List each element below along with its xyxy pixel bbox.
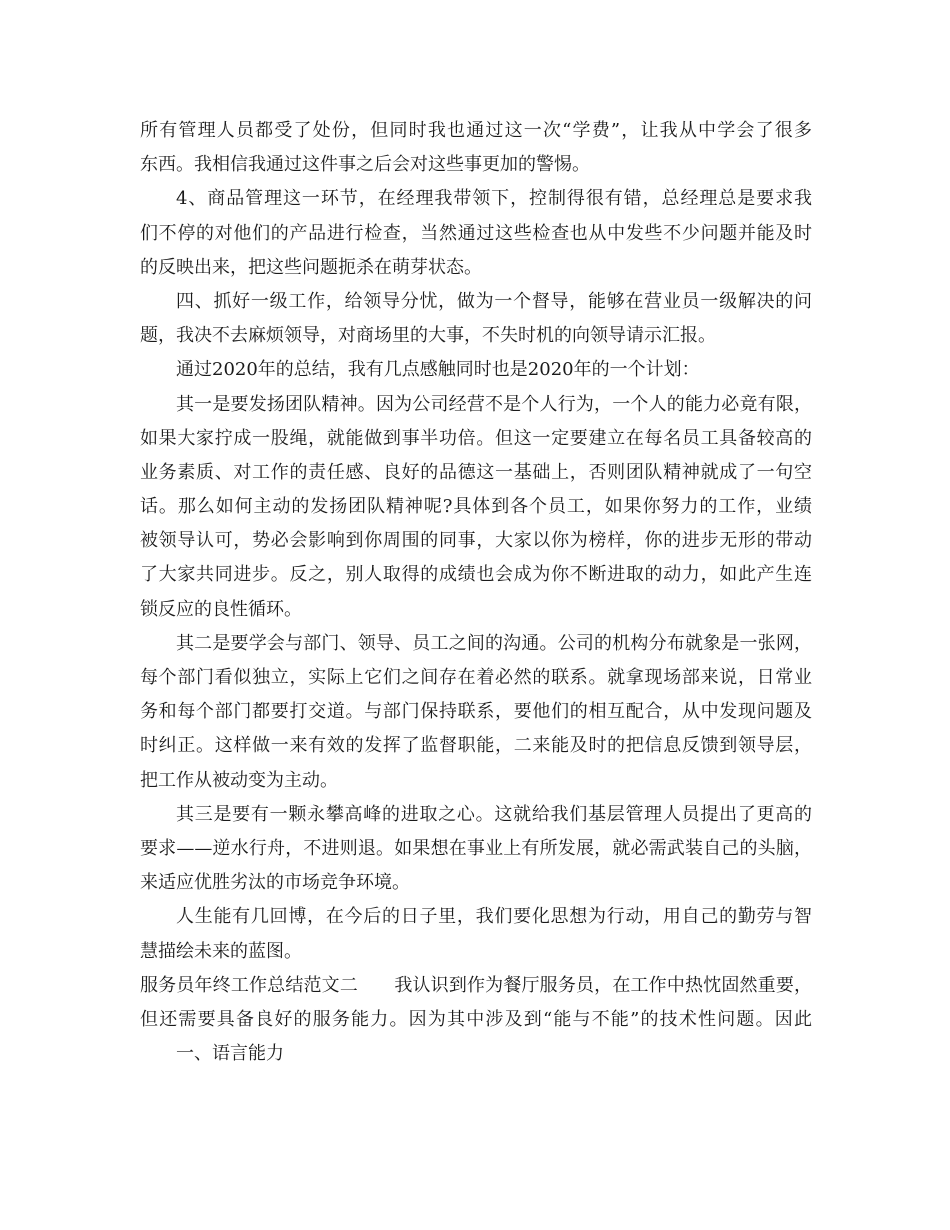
text-line: 一、语言能力 xyxy=(176,1043,284,1065)
text-line: 话。那么如何主动的发扬团队精神呢?具体到各个员工，如果你努力的工作，业绩 xyxy=(140,496,812,518)
text-line: 四、抓好一级工作，给领导分忧，做为一个督导，能够在营业员一级解决的问 xyxy=(176,290,812,312)
text-line: 如果大家拧成一股绳，就能做到事半功倍。但这一定要建立在每名员工具备较高的 xyxy=(140,427,812,449)
text-line: 通过2020年的总结，我有几点感触同时也是2020年的一个计划： xyxy=(176,359,700,381)
text-line: 东西。我相信我通过这件事之后会对这些事更加的警惕。 xyxy=(140,154,590,176)
text-line: 被领导认可，势必会影响到你周围的同事，大家以你为榜样，你的进步无形的带动 xyxy=(140,530,812,552)
text-line: 时纠正。这样做一来有效的发挥了监督职能，二来能及时的把信息反馈到领导层， xyxy=(140,735,812,757)
text-line: 其三是要有一颗永攀高峰的进取之心。这就给我们基层管理人员提出了更高的 xyxy=(176,803,812,825)
text-line: 服务员年终工作总结范文二 我认识到作为餐厅服务员，在工作中热忱固然重要， xyxy=(140,974,812,996)
text-line: 其二是要学会与部门、领导、员工之间的沟通。公司的机构分布就象是一张网， xyxy=(176,632,812,654)
text-line: 所有管理人员都受了处份，但同时我也通过这一次“学费”，让我从中学会了很多 xyxy=(140,120,812,141)
text-line: 把工作从被动变为主动。 xyxy=(140,769,338,791)
text-line: 锁反应的良性循环。 xyxy=(140,598,302,620)
text-line: 们不停的对他们的产品进行检查，当然通过这些检查也从中发些不少问题并能及时 xyxy=(140,222,812,244)
text-line: 慧描绘未来的蓝图。 xyxy=(140,940,302,962)
text-line: 来适应优胜劣汰的市场竞争环境。 xyxy=(140,872,410,894)
text-line: 业务素质、对工作的责任感、良好的品德这一基础上，否则团队精神就成了一句空 xyxy=(140,461,812,483)
text-line: 每个部门看似独立，实际上它们之间存在着必然的联系。就拿现场部来说，日常业 xyxy=(140,667,812,688)
document-body xyxy=(140,114,812,1071)
text-line: 4、商品管理这一环节，在经理我带领下，控制得很有错，总经理总是要求我 xyxy=(176,188,812,210)
text-line: 了大家共同进步。反之，别人取得的成绩也会成为你不断进取的动力，如此产生连 xyxy=(140,564,812,586)
text-line: 题，我决不去麻烦领导，对商场里的大事，不失时机的向领导请示汇报。 xyxy=(140,325,716,347)
text-line: 务和每个部门都要打交道。与部门保持联系，要他们的相互配合，从中发现问题及 xyxy=(140,701,812,723)
text-line: 要求——逆水行舟，不进则退。如果想在事业上有所发展，就必需武装自己的头脑， xyxy=(140,837,812,859)
text-line: 其一是要发扬团队精神。因为公司经营不是个人行为，一个人的能力必竟有限， xyxy=(176,393,812,415)
text-line: 人生能有几回博，在今后的日子里，我们要化思想为行动，用自己的勤劳与智 xyxy=(176,906,812,928)
text-line: 的反映出来，把这些问题扼杀在萌芽状态。 xyxy=(140,256,482,278)
text-line: 但还需要具备良好的服务能力。因为其中涉及到“能与不能”的技术性问题。因此 xyxy=(140,1008,812,1030)
